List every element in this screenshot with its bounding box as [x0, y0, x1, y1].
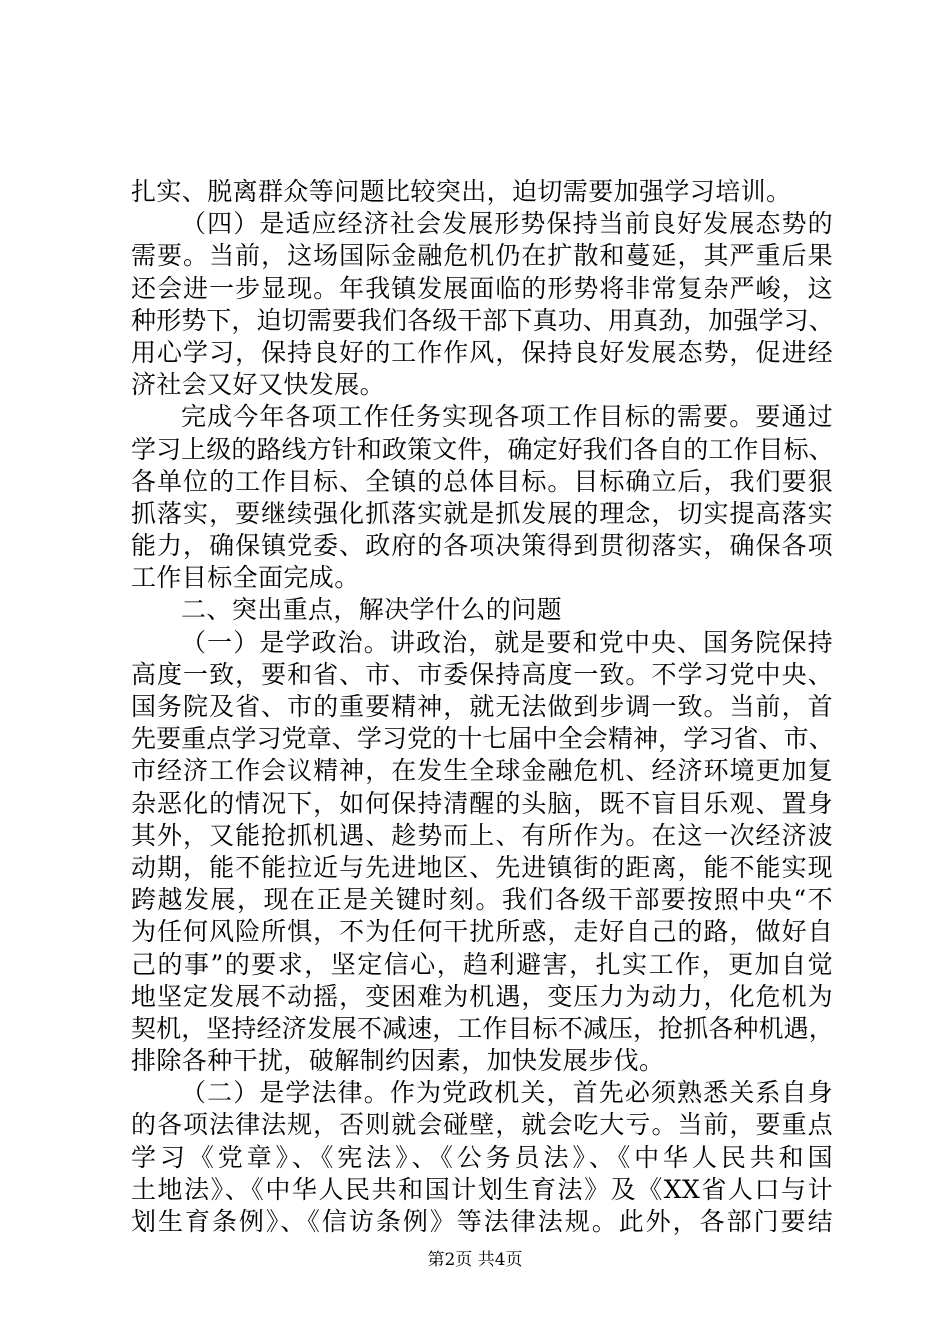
text-line: 扎实、脱离群众等问题比较突出，迫切需要加强学习培训。: [131, 177, 792, 206]
text-line: 市经济工作会议精神，在发生全球金融危机、经济环境更加复: [131, 756, 833, 786]
text-line: 国务院及省、市的重要精神，就无法做到步调一致。当前，首: [131, 692, 833, 721]
page-footer: 第2页 共4页: [427, 1250, 523, 1270]
text-line: （二）是学法律。作为党政机关，首先必须熟悉关系自身: [181, 1078, 833, 1108]
body-text: [131, 176, 833, 1238]
text-line: 己的事”的要求，坚定信心，趋利避害，扎实工作，更加自觉: [131, 949, 833, 979]
text-line: 高度一致，要和省、市、市委保持高度一致。不学习党中央、: [131, 659, 833, 689]
text-line: 动期，能不能拉近与先进地区、先进镇街的距离，能不能实现: [131, 852, 833, 882]
text-line: 土地法》、《中华人民共和国计划生育法》及《XX省人口与计: [131, 1174, 833, 1204]
text-line: 用心学习，保持良好的工作作风，保持良好发展态势，促进经: [131, 337, 833, 367]
text-line: 工作目标全面完成。: [131, 563, 360, 593]
text-line: 还会进一步显现。年我镇发展面临的形势将非常复杂严峻，这: [131, 273, 833, 303]
text-line: 种形势下，迫切需要我们各级干部下真功、用真劲，加强学习、: [131, 305, 834, 335]
text-line: 划生育条例》、《信访条例》等法律法规。此外，各部门要结: [131, 1207, 833, 1236]
text-line: 学习上级的路线方针和政策文件，确定好我们各自的工作目标、: [131, 434, 834, 464]
text-line: 为任何风险所惧，不为任何干扰所惑，走好自己的路，做好自: [131, 917, 833, 947]
text-line: （四）是适应经济社会发展形势保持当前良好发展态势的: [181, 209, 833, 239]
text-line: 先要重点学习党章、学习党的十七届中全会精神，学习省、市、: [131, 724, 834, 754]
text-line: （一）是学政治。讲政治，就是要和党中央、国务院保持: [181, 627, 833, 657]
text-line: 排除各种干扰，破解制约因素，加快发展步伐。: [131, 1046, 665, 1076]
text-line: 契机，坚持经济发展不减速，工作目标不减压，抢抓各种机遇，: [131, 1013, 834, 1043]
text-line: 济社会又好又快发展。: [131, 370, 386, 400]
text-line: 其外，又能抢抓机遇、趁势而上、有所作为。在这一次经济波: [131, 820, 833, 850]
text-line: 完成今年各项工作任务实现各项工作目标的需要。要通过: [181, 402, 833, 432]
text-line: 跨越发展，现在正是关键时刻。我们各级干部要按照中央“不: [131, 885, 833, 915]
text-line: 地坚定发展不动摇，变困难为机遇，变压力为动力，化危机为: [131, 981, 833, 1011]
text-line: 抓落实，要继续强化抓落实就是抓发展的理念，切实提高落实: [131, 498, 833, 528]
text-line: 学习《党章》、《宪法》、《公务员法》、《中华人民共和国: [131, 1142, 833, 1172]
text-line: 二、突出重点，解决学什么的问题: [181, 595, 563, 625]
text-line: 能力，确保镇党委、政府的各项决策得到贯彻落实，确保各项: [131, 531, 833, 561]
text-line: 的各项法律法规，否则就会碰壁，就会吃大亏。当前，要重点: [131, 1110, 833, 1140]
text-line: 杂恶化的情况下，如何保持清醒的头脑，既不盲目乐观、置身: [131, 788, 833, 818]
text-line: 需要。当前，这场国际金融危机仍在扩散和蔓延，其严重后果: [131, 241, 833, 271]
text-line: 各单位的工作目标、全镇的总体目标。目标确立后，我们要狠: [131, 466, 833, 496]
